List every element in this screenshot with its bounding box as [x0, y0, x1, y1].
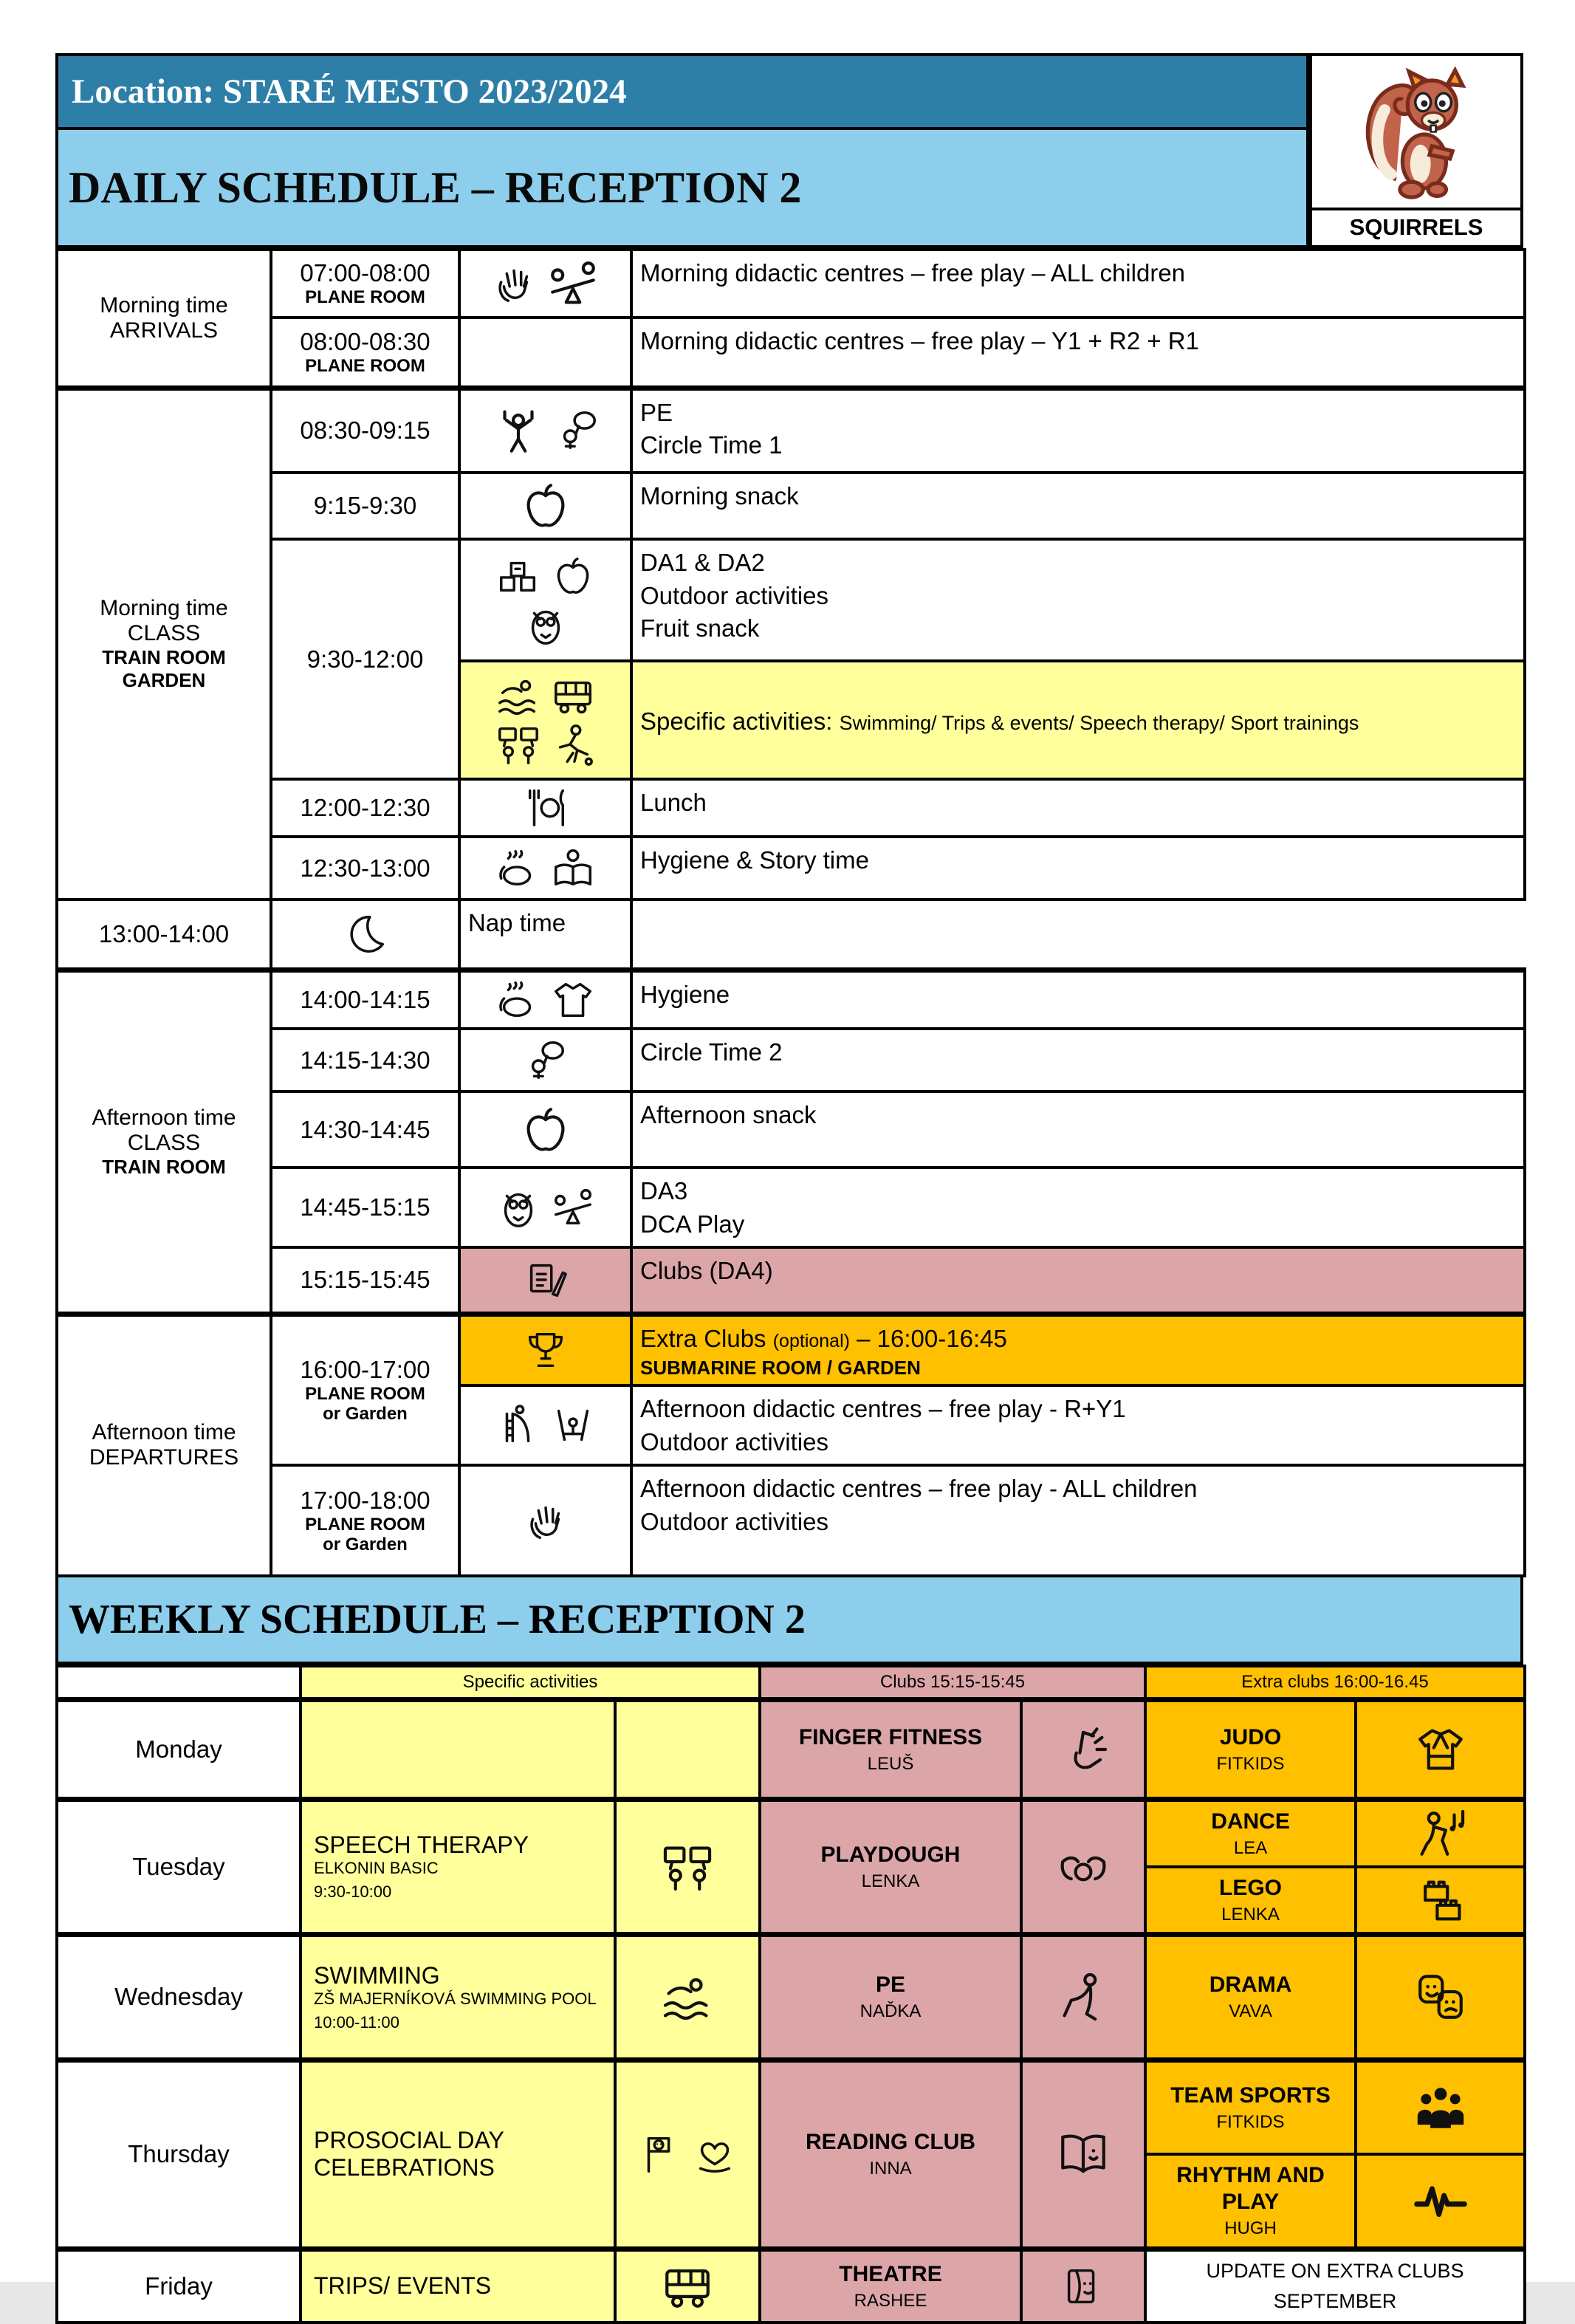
icon-cell [459, 1314, 631, 1385]
extra-club-cell [1145, 1867, 1356, 1935]
time-value: 16:00-17:00 [300, 1355, 430, 1383]
activity-cell [631, 539, 1525, 661]
extra-club-name: DRAMA [1209, 1972, 1292, 1998]
extra-club-cell [1145, 2060, 1356, 2154]
activity-text: Morning didactic centres – free play – ALL children [640, 259, 1186, 287]
specific-activity-cell [301, 1699, 615, 1799]
room-label: PLANE ROOM [305, 1383, 425, 1404]
exercise-icon [1056, 1970, 1111, 2024]
activity-text: Clubs (DA4) [640, 1257, 773, 1284]
specific-activity-icon-cell [615, 1699, 760, 1799]
time-cell [271, 970, 459, 1029]
specific-activity-icon-cell [615, 2249, 760, 2323]
activity-cell [459, 899, 631, 970]
trophy-icon [523, 1327, 569, 1373]
time-value: 9:30-12:00 [306, 645, 424, 673]
section-line: ARRIVALS [109, 318, 219, 343]
section-line: Afternoon time [92, 1420, 236, 1445]
specific-activity-icon-cell [615, 1799, 760, 1934]
extra-club-name: LEGO [1219, 1875, 1283, 1900]
table-row [57, 1799, 1525, 1867]
time-cell [271, 473, 459, 539]
team-group-icon [1413, 2080, 1468, 2135]
kindness-heart-icon [692, 2131, 738, 2177]
time-value: 14:15-14:30 [300, 1046, 430, 1074]
section-line: TRAIN ROOM [102, 1155, 226, 1178]
extra-club-cell [1145, 1934, 1356, 2060]
daily-title-band [55, 127, 1309, 248]
table-row [57, 970, 1525, 1029]
table-row [57, 473, 1525, 539]
extra-club-cell [1145, 2154, 1356, 2249]
toy-blocks-icon [495, 553, 541, 599]
table-row [57, 899, 1525, 970]
extra-club-provider: HUGH [1224, 2218, 1277, 2239]
children-playing-icon [550, 1185, 596, 1230]
time-value: 13:00-14:00 [98, 919, 230, 947]
extra-club-icon-cell [1356, 1699, 1525, 1799]
blank-header-cell [57, 1666, 301, 1699]
club-cell [760, 2060, 1021, 2249]
extra-clubs-note [1145, 2249, 1525, 2323]
club-teacher: LENKA [861, 1871, 920, 1891]
time-value: 07:00-08:00 [300, 259, 430, 287]
club-cell [760, 2249, 1021, 2323]
table-row [57, 2249, 1525, 2323]
club-cell [760, 1699, 1021, 1799]
room-label: or Garden [323, 1404, 408, 1425]
gymnast-icon [491, 403, 546, 458]
squirrel-drawing-icon [1312, 56, 1520, 208]
location-band [55, 53, 1309, 127]
clothes-icon [550, 977, 596, 1023]
club-cell [760, 1934, 1021, 2060]
icon-cell [459, 1029, 631, 1091]
activity-text: Afternoon didactic centres – free play - ALL children [640, 1475, 1198, 1503]
specific-activity-icon-cell [615, 1934, 760, 2060]
section-line: GARDEN [122, 669, 206, 692]
club-icon-cell [1021, 1799, 1145, 1934]
activity-text: Nap time [468, 909, 566, 936]
club-icon-cell [1021, 2060, 1145, 2249]
weekly-schedule-table [55, 1665, 1526, 2324]
extra-club-provider: LENKA [1221, 1904, 1280, 1924]
pulse-icon [1413, 2173, 1468, 2228]
theatre-icon [1060, 2263, 1106, 2309]
extra-club-name: TEAM SPORTS [1170, 2083, 1331, 2108]
table-row [57, 250, 1525, 318]
circle-time-icon [523, 1038, 569, 1083]
icon-cell [459, 1168, 631, 1247]
icon-cell [459, 779, 631, 837]
section-line: Afternoon time [92, 1105, 236, 1130]
time-cell [271, 837, 459, 899]
story-time-icon [550, 846, 596, 891]
waving-hand-icon [523, 1498, 569, 1543]
note-line: SEPTEMBER [1273, 2289, 1397, 2312]
time-cell [271, 1247, 459, 1314]
icon-cell [459, 1091, 631, 1168]
specific-activity-detail: ELKONIN BASIC [314, 1859, 439, 1878]
club-name: FINGER FITNESS [798, 1724, 983, 1749]
time-cell [271, 250, 459, 318]
bus-icon [550, 673, 596, 719]
day-label-wednesday: Wednesday [57, 1934, 301, 2060]
table-row [57, 318, 1525, 388]
room-label: PLANE ROOM [305, 1514, 425, 1535]
time-cell [271, 1029, 459, 1091]
time-value: 14:30-14:45 [300, 1115, 430, 1143]
extra-club-icon-cell [1356, 1934, 1525, 2060]
icon-cell [271, 899, 459, 970]
room-label: PLANE ROOM [305, 287, 425, 308]
time-cell [271, 388, 459, 473]
activity-text: Circle Time 2 [640, 1038, 783, 1066]
specific-activity-name: CELEBRATIONS [314, 2154, 495, 2181]
slide-icon [495, 1402, 541, 1448]
section-line: CLASS [127, 621, 201, 646]
room-label: or Garden [323, 1535, 408, 1555]
children-playing-icon [546, 256, 600, 311]
activity-detail: Swimming/ Trips & events/ Speech therapy/ Sport trainings [839, 711, 1359, 734]
time-cell [271, 1314, 459, 1465]
time-value: 14:45-15:15 [300, 1193, 430, 1221]
activity-text: Hygiene & Story time [640, 846, 869, 874]
kneading-hands-icon [1056, 1840, 1111, 1894]
section-label-arrivals [57, 250, 271, 388]
icon-cell [459, 837, 631, 899]
club-cell [760, 1799, 1021, 1934]
specific-activity-name: SWIMMING [314, 1961, 440, 1989]
activity-text: Extra Clubs (optional) – 16:00-16:45 [640, 1324, 1007, 1352]
document-header [55, 53, 1523, 248]
specific-activity-name: TRIPS/ EVENTS [314, 2272, 492, 2300]
table-row [57, 1934, 1525, 2060]
class-name-label: SQUIRRELS [1312, 208, 1520, 245]
activity-cell [631, 970, 1525, 1029]
club-teacher: LEUŠ [867, 1753, 914, 1774]
extra-club-icon-cell [1356, 2154, 1525, 2249]
activity-cell [631, 1168, 1525, 1247]
icon-cell [459, 1465, 631, 1576]
activity-text: DA3 [640, 1177, 688, 1204]
specific-activity-cell [301, 2060, 615, 2249]
apple-icon [518, 1103, 573, 1157]
activity-cell [631, 1385, 1525, 1465]
icon-cell [459, 473, 631, 539]
activity-text: DA1 & DA2 [640, 549, 765, 576]
time-cell [271, 779, 459, 837]
drama-masks-icon [1413, 1970, 1468, 2024]
extra-club-provider: FITKIDS [1216, 1753, 1285, 1774]
owl-icon [495, 1185, 541, 1230]
table-row [57, 2060, 1525, 2154]
activity-text: Morning didactic centres – free play – Y1 + R2 + R1 [640, 327, 1199, 354]
club-name: PE [876, 1972, 906, 1998]
icon-cell [459, 661, 631, 779]
activity-text: PE [640, 398, 673, 426]
icon-cell [459, 1385, 631, 1465]
time-value: 14:00-14:15 [300, 985, 430, 1013]
section-line: DEPARTURES [89, 1445, 239, 1470]
day-label-tuesday: Tuesday [57, 1799, 301, 1934]
extra-clubs-header: Extra clubs 16:00-16.45 [1145, 1666, 1525, 1699]
judo-gi-icon [1413, 1722, 1468, 1777]
club-teacher: NAĎKA [859, 2001, 922, 2022]
activity-cell [631, 318, 1525, 388]
table-row [57, 1029, 1525, 1091]
time-cell [271, 1168, 459, 1247]
weekly-schedule-title: WEEKLY SCHEDULE – RECEPTION 2 [69, 1597, 806, 1643]
specific-activity-time: 9:30-10:00 [314, 1882, 392, 1902]
table-row [57, 388, 1525, 473]
specific-activity-cell [301, 1934, 615, 2060]
time-cell [271, 1091, 459, 1168]
apple-icon [518, 479, 573, 533]
sport-icon [550, 721, 596, 767]
swimmer-icon [495, 673, 541, 719]
table-row [57, 1247, 1525, 1314]
activity-cell [631, 661, 1525, 779]
icon-cell [459, 1247, 631, 1314]
specific-activity-time: 10:00-11:00 [314, 2012, 399, 2032]
activity-cell [631, 388, 1525, 473]
washing-hands-icon [495, 846, 541, 891]
room-label: SUBMARINE ROOM / GARDEN [640, 1357, 921, 1379]
dancer-icon [1413, 1806, 1468, 1861]
extra-club-cell [1145, 1799, 1356, 1867]
extra-club-cell [1145, 1699, 1356, 1799]
moon-icon [343, 911, 388, 957]
time-cell [57, 899, 271, 970]
speech-therapy-icon [660, 1840, 715, 1894]
activity-cell [631, 837, 1525, 899]
lego-icon [1413, 1873, 1468, 1927]
specific-activity-name: PROSOCIAL DAY [314, 2127, 504, 2154]
section-line: TRAIN ROOM [102, 646, 226, 669]
section-label-afternoon-class [57, 970, 271, 1314]
time-value: 9:15-9:30 [313, 492, 417, 519]
activity-cell [631, 1465, 1525, 1576]
activity-text: Outdoor activities [640, 1507, 828, 1535]
section-label-departures [57, 1314, 271, 1576]
activity-cell [631, 473, 1525, 539]
specific-activity-cell [301, 1799, 615, 1934]
club-icon-cell [1021, 1934, 1145, 2060]
icon-cell [459, 539, 631, 661]
clubs-header: Clubs 15:15-15:45 [760, 1666, 1145, 1699]
table-row [57, 1314, 1525, 1385]
icon-cell [459, 970, 631, 1029]
weekly-title-band [55, 1577, 1523, 1665]
bus-icon [660, 2259, 715, 2314]
club-name: THEATRE [839, 2261, 942, 2286]
table-row [57, 1465, 1525, 1576]
room-label: PLANE ROOM [305, 355, 425, 376]
cutlery-icon [523, 785, 569, 831]
extra-club-icon-cell [1356, 1799, 1525, 1867]
specific-activity-name: SPEECH THERAPY [314, 1831, 529, 1859]
time-value: 08:30-09:15 [300, 417, 430, 445]
activity-text: Circle Time 1 [640, 431, 783, 459]
club-icon-cell [1021, 1699, 1145, 1799]
daily-schedule-table [55, 248, 1526, 1577]
finger-snap-icon [1056, 1722, 1111, 1777]
location-title: Location: STARÉ MESTO 2023/2024 [72, 72, 627, 111]
time-cell [271, 318, 459, 388]
extra-club-icon-cell [1356, 2060, 1525, 2154]
icon-cell [459, 318, 631, 388]
specific-activity-cell [301, 2249, 615, 2323]
time-cell [271, 539, 459, 779]
activity-text: Outdoor activities [640, 581, 828, 609]
day-label-monday: Monday [57, 1699, 301, 1799]
extra-club-provider: FITKIDS [1216, 2111, 1285, 2132]
washing-hands-icon [495, 977, 541, 1023]
time-value: 15:15-15:45 [300, 1266, 430, 1294]
swing-icon [550, 1402, 596, 1448]
activity-text: Fruit snack [640, 614, 760, 642]
extra-club-name: RHYTHM AND PLAY [1176, 2163, 1325, 2215]
extra-club-icon-cell [1356, 1867, 1525, 1935]
circle-time-icon [555, 408, 600, 453]
club-icon-cell [1021, 2249, 1145, 2323]
daily-schedule-title: DAILY SCHEDULE – RECEPTION 2 [69, 162, 802, 212]
table-row [57, 1666, 1525, 1699]
table-row [57, 1091, 1525, 1168]
section-label-morning-class [57, 388, 271, 899]
extra-club-provider: VAVA [1229, 2001, 1272, 2022]
section-line: CLASS [127, 1130, 201, 1155]
section-line: Morning time [100, 596, 228, 621]
apple-icon [550, 553, 596, 599]
club-teacher: INNA [869, 2159, 912, 2179]
icon-cell [459, 250, 631, 318]
club-teacher: RASHEE [854, 2290, 927, 2311]
swimmer-icon [660, 1970, 715, 2024]
waving-hand-icon [491, 261, 537, 306]
activity-text: Afternoon didactic centres – free play - R+Y1 [640, 1395, 1126, 1423]
activity-text: Hygiene [640, 980, 730, 1008]
activity-cell [631, 1314, 1525, 1385]
extra-club-provider: LEA [1233, 1837, 1268, 1858]
activity-text: Specific activities: [640, 707, 833, 735]
table-row [57, 539, 1525, 661]
activity-text: Morning snack [640, 482, 799, 510]
day-label-thursday: Thursday [57, 2060, 301, 2249]
activity-cell [631, 1247, 1525, 1314]
club-name: PLAYDOUGH [820, 1842, 961, 1867]
time-cell [271, 1465, 459, 1576]
open-book-icon [1056, 2127, 1111, 2181]
note-line: UPDATE ON EXTRA CLUBS [1206, 2260, 1464, 2283]
table-row [57, 779, 1525, 837]
table-row [57, 837, 1525, 899]
extra-club-name: DANCE [1211, 1809, 1290, 1834]
owl-icon [523, 602, 569, 648]
specific-activity-icon-cell [615, 2060, 760, 2249]
activity-text: Lunch [640, 789, 707, 816]
activity-cell [631, 250, 1525, 318]
specific-activities-header: Specific activities [301, 1666, 760, 1699]
day-label-friday: Friday [57, 2249, 301, 2323]
activity-cell [631, 779, 1525, 837]
speech-therapy-icon [495, 721, 541, 767]
time-value: 08:00-08:30 [300, 327, 430, 355]
activity-text: Afternoon snack [640, 1101, 817, 1128]
clubs-icon [523, 1257, 569, 1303]
extra-club-name: JUDO [1219, 1724, 1282, 1749]
time-value: 12:00-12:30 [300, 794, 430, 821]
activity-cell [631, 1029, 1525, 1091]
activity-text: DCA Play [640, 1210, 745, 1238]
activity-text: Outdoor activities [640, 1427, 828, 1456]
table-row [57, 1168, 1525, 1247]
specific-activity-detail: ZŠ MAJERNÍKOVÁ SWIMMING POOL [314, 1989, 597, 2008]
celebration-icon [637, 2131, 683, 2177]
activity-cell [631, 1091, 1525, 1168]
section-line: Morning time [100, 292, 228, 318]
time-value: 12:30-13:00 [300, 854, 430, 882]
icon-cell [459, 388, 631, 473]
class-logo-box [1309, 53, 1523, 248]
table-row [57, 1699, 1525, 1799]
time-value: 17:00-18:00 [300, 1486, 430, 1514]
club-name: READING CLUB [806, 2130, 976, 2155]
